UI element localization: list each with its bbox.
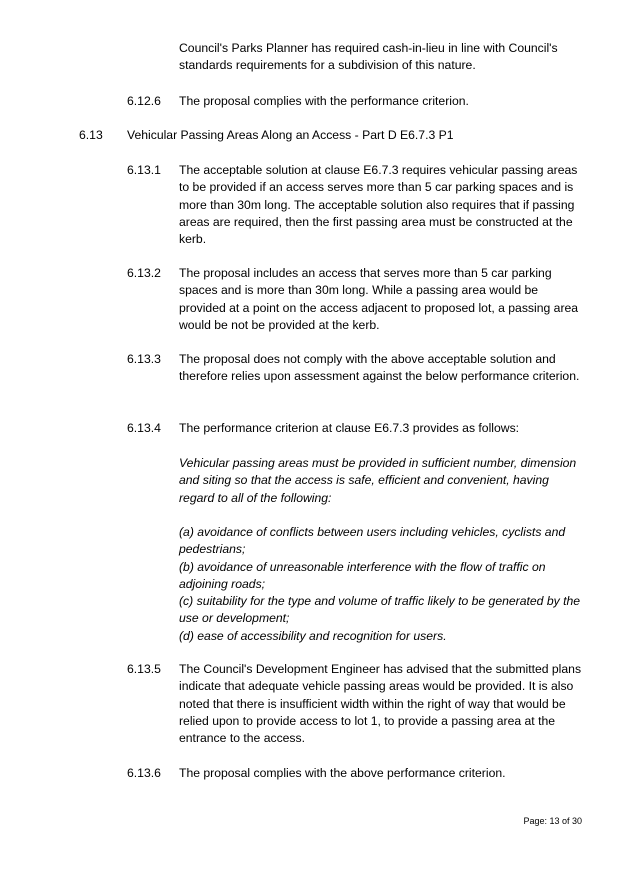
clause-text-6-13-1: The acceptable solution at clause E6.7.3 requires vehicular passing areas to be provided if an access serves more than 5 car parking spaces and is more than 30m long. The acceptable solution also requires that if passing areas are required, then the first passing area must be constructed at the kerb. (179, 163, 578, 247)
clause-text-6-13-2: The proposal includes an access that serves more than 5 car parking spaces and is more than 30m long. While a passing area would be provided at a point on the access adjacent to proposed lot, a passing area would be not be provided at the kerb. (179, 266, 579, 332)
clause-text-6-13-5: The Council's Development Engineer has advised that the submitted plans indicate that adequate vehicle passing areas would be provided. It is also noted that there is insufficient width within the right of way that would be relied upon to provide access to lot 1, to provide a passing area at the entrance to the access. (179, 662, 582, 746)
performance-criteria-list (179, 524, 584, 645)
criterion-item-b: (b) avoidance of unreasonable interference with the flow of traffic on adjoining roads; (179, 559, 546, 591)
clause-number-6-13-2: 6.13.2 (127, 266, 161, 280)
section-title-6-13: Vehicular Passing Areas Along an Access - Part D E6.7.3 P1 (127, 128, 454, 142)
clause-number-6-12-6: 6.12.6 (127, 94, 161, 108)
clause-number-6-13-5: 6.13.5 (127, 662, 161, 676)
clause-number-6-13-3: 6.13.3 (127, 352, 161, 366)
clause-text-6-12-6: The proposal complies with the performance criterion. (179, 94, 469, 108)
performance-criterion-quote: Vehicular passing areas must be provided in sufficient number, dimension and siting so that the access is safe, efficient and convenient, having regard to all of the following: (179, 456, 577, 505)
clause-text-6-13-4: The performance criterion at clause E6.7.3 provides as follows: (179, 421, 520, 435)
section-number-6-13: 6.13 (79, 128, 103, 142)
criterion-item-d: (d) ease of accessibility and recognition for users. (179, 628, 447, 643)
clause-text-6-13-3: The proposal does not comply with the above acceptable solution and therefore relies upon assessment against the below performance criterion. (179, 352, 580, 384)
clause-number-6-13-4: 6.13.4 (127, 421, 161, 435)
criterion-item-c: (c) suitability for the type and volume of traffic likely to be generated by the use or development; (179, 594, 581, 626)
criterion-item-a: (a) avoidance of conflicts between users including vehicles, cyclists and pedestrians; (179, 525, 566, 557)
clause-number-6-13-1: 6.13.1 (127, 163, 161, 177)
clause-number-6-13-6: 6.13.6 (127, 766, 161, 780)
page-number-footer: Page: 13 of 30 (523, 816, 582, 826)
intro-paragraph: Council's Parks Planner has required cash-in-lieu in line with Council's standards requirements for a subdivision of this nature. (179, 41, 558, 73)
clause-text-6-13-6: The proposal complies with the above performance criterion. (179, 766, 506, 780)
